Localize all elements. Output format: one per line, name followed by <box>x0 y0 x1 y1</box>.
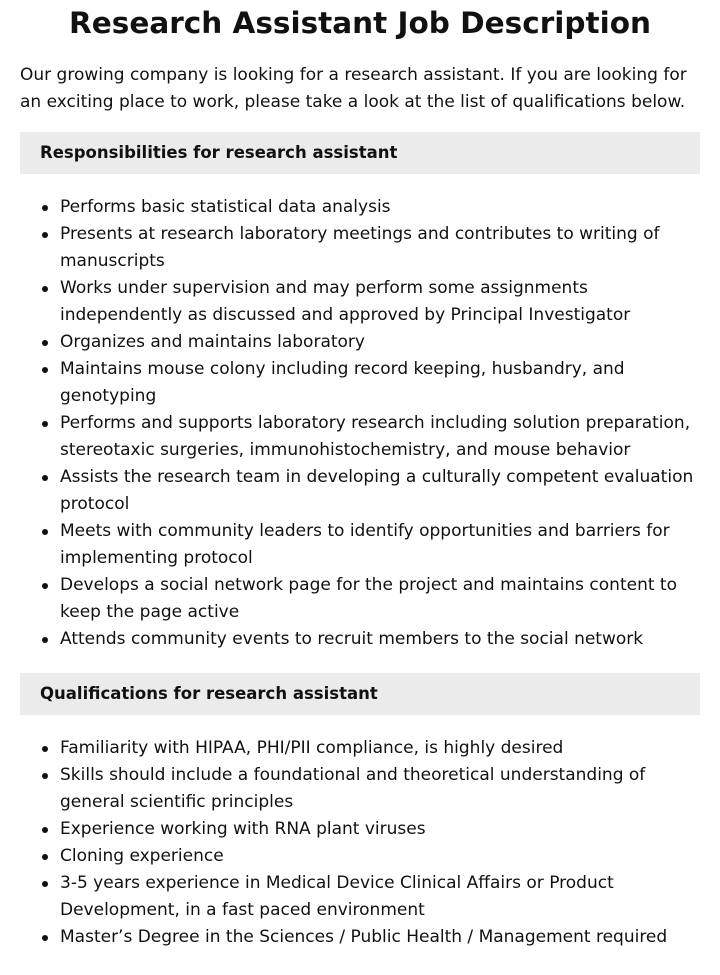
qualifications-list <box>20 735 700 951</box>
list-item: Skills should include a foundational and theoretical understanding of general scientific principles <box>60 762 700 816</box>
list-item: Maintains mouse colony including record keeping, husbandry, and genotyping <box>60 356 700 410</box>
list-item: Performs and supports laboratory research including solution preparation, stereotaxic surgeries, immunohistochemistry, and mouse behavior <box>60 410 700 464</box>
list-item: Attends community events to recruit members to the social network <box>60 626 700 653</box>
list-item: Familiarity with HIPAA, PHI/PII compliance, is highly desired <box>60 735 700 762</box>
list-item: Experience working with RNA plant viruses <box>60 816 700 843</box>
list-item: Performs basic statistical data analysis <box>60 194 700 221</box>
list-item: 3-5 years experience in Medical Device Clinical Affairs or Product Development, in a fast paced environment <box>60 870 700 924</box>
list-item: Organizes and maintains laboratory <box>60 329 700 356</box>
list-item: Presents at research laboratory meetings and contributes to writing of manuscripts <box>60 221 700 275</box>
intro-paragraph: Our growing company is looking for a research assistant. If you are looking for an exciting place to work, please take a look at the list of qualifications below. <box>20 65 687 112</box>
list-item: Assists the research team in developing a culturally competent evaluation protocol <box>60 464 700 518</box>
list-item: Meets with community leaders to identify opportunities and barriers for implementing protocol <box>60 518 700 572</box>
page-title: Research Assistant Job Description <box>69 6 651 40</box>
list-item: Cloning experience <box>60 843 700 870</box>
responsibilities-heading: Responsibilities for research assistant <box>20 132 700 174</box>
list-item: Develops a social network page for the project and maintains content to keep the page active <box>60 572 700 626</box>
responsibilities-list <box>20 194 700 653</box>
list-item: Master’s Degree in the Sciences / Public Health / Management required <box>60 924 700 951</box>
qualifications-heading: Qualifications for research assistant <box>20 673 700 715</box>
list-item: Works under supervision and may perform some assignments independently as discussed and approved by Principal Investigator <box>60 275 700 329</box>
